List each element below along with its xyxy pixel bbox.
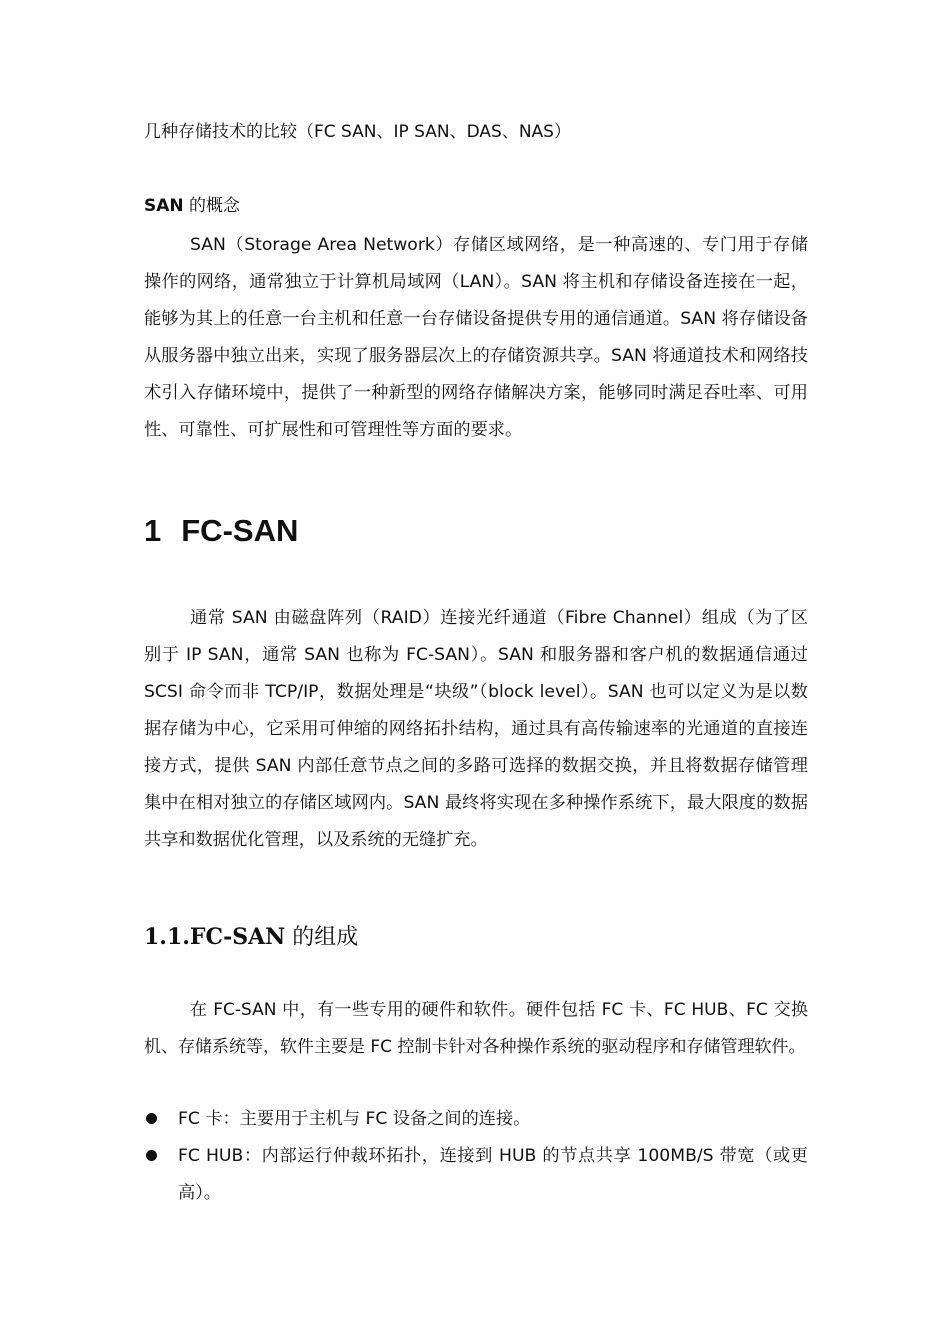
section-label-text: 的概念 — [183, 196, 241, 216]
bullet-icon — [146, 1150, 157, 1161]
list-item — [144, 1101, 808, 1138]
heading-text: FC-SAN — [181, 513, 299, 548]
paragraph-components: 在 FC-SAN 中，有一些专用的硬件和软件。硬件包括 FC 卡、FC HUB、FC 交换机、存储系统等，软件主要是 FC 控制卡针对各种操作系统的驱动程序和存储管理软件。 — [144, 1000, 808, 1057]
heading-fc-san — [144, 509, 298, 553]
document-title: 几种存储技术的比较（FC SAN、IP SAN、DAS、NAS） — [144, 122, 571, 142]
subheading-text: 的组成 — [285, 925, 359, 950]
heading-fc-san-components — [144, 920, 358, 955]
paragraph-fc-san: 通常 SAN 由磁盘阵列（RAID）连接光纤通道（Fibre Channel）组成（为了区别于 IP SAN，通常 SAN 也称为 FC-SAN）。SAN 和服务器和客户机的数据通信通过 SCSI 命令而非 TCP/IP，数据处理是“块级”（block level）。SAN 也可以定义为是以数据存储为中心，它采用可伸缩的网络拓扑结构，通过具有高传输速率的光通道的直接连接方式，提供 SAN 内部任意节点之间的多路可选择的数据交换，并且将数据存储管理集中在相对独立的存储区域网内。SAN 最终将实现在多种操作系统下，最大限度的数据共享和数据优化管理，以及系统的无缝扩充。 — [144, 608, 808, 850]
bullet-icon — [146, 1113, 157, 1124]
list-item-text: FC HUB：内部运行仲裁环拓扑，连接到 HUB 的节点共享 100MB/S 带宽（或更高）。 — [178, 1146, 808, 1203]
section-label — [144, 194, 240, 218]
bullet-list — [144, 1101, 808, 1212]
list-item-text: FC 卡：主要用于主机与 FC 设备之间的连接。 — [178, 1109, 531, 1129]
heading-number: 1 — [144, 513, 162, 548]
subheading-number: 1.1.FC-SAN — [144, 924, 286, 950]
section-label-bold: SAN — [144, 196, 184, 216]
list-item — [144, 1138, 808, 1212]
paragraph-san-concept: SAN（Storage Area Network）存储区域网络，是一种高速的、专门用于存储操作的网络，通常独立于计算机局域网（LAN）。SAN 将主机和存储设备连接在一起，能够为其上的任意一台主机和任意一台存储设备提供专用的通信通道。SAN 将存储设备从服务器中独立出来，实现了服务器层次上的存储资源共享。SAN 将通道技术和网络技术引入存储环境中，提供了一种新型的网络存储解决方案，能够同时满足吞吐率、可用性、可靠性、可扩展性和可管理性等方面的要求。 — [144, 235, 808, 440]
